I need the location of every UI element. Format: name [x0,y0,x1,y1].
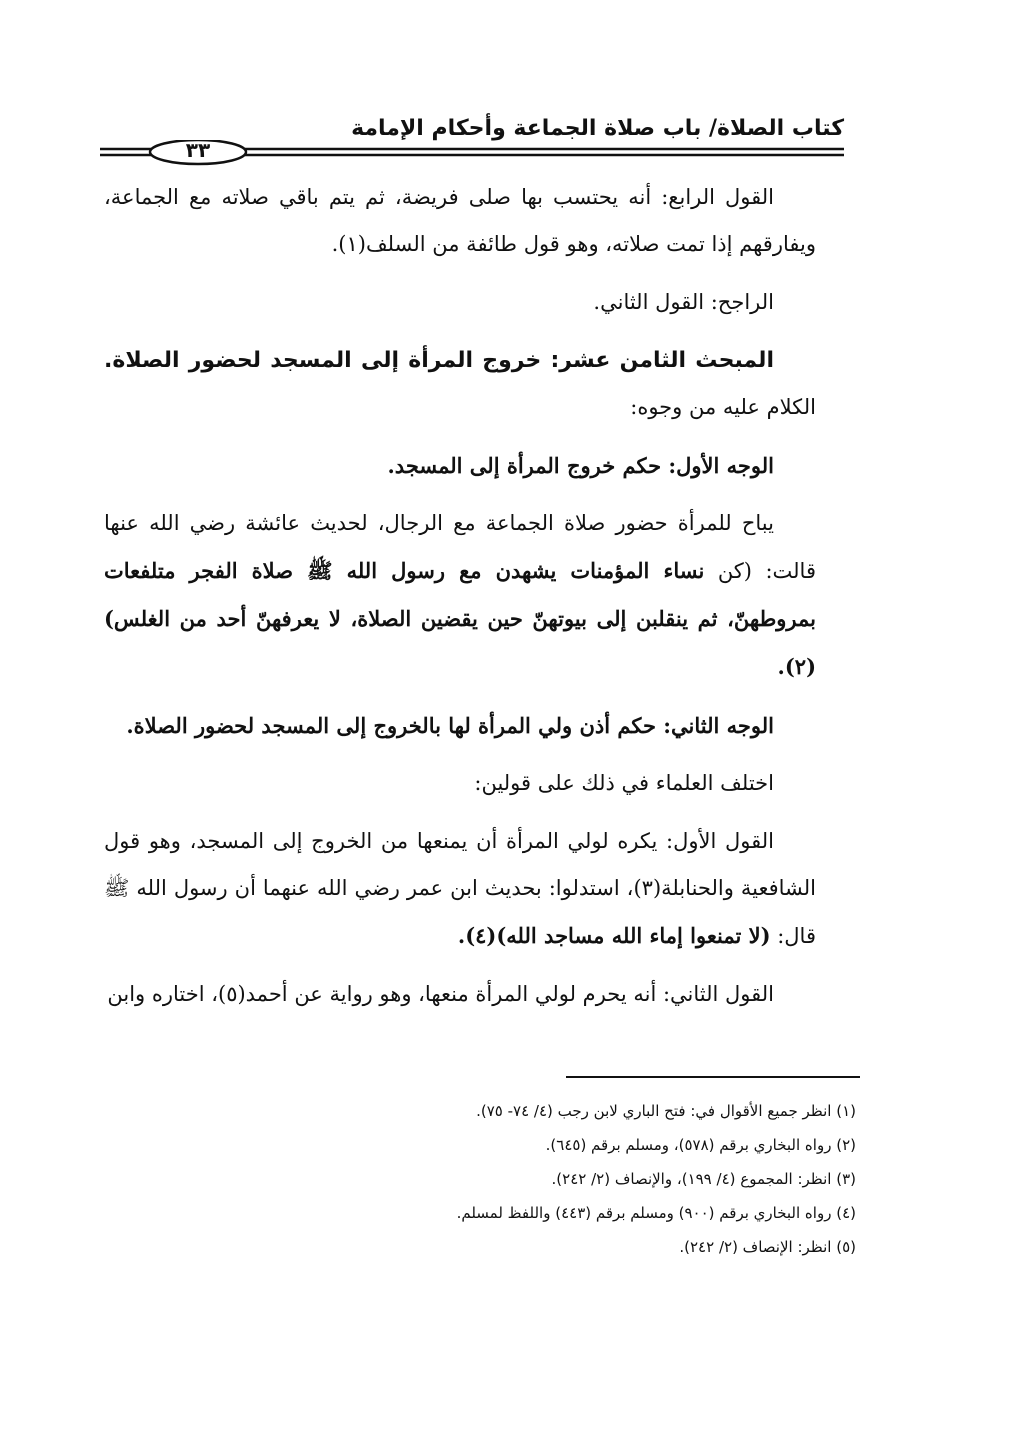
page-number: ٣٣ [185,138,211,162]
running-header [100,112,844,172]
footnote-1: (١) انظر جميع الأقوال في: فتح الباري لابن رجب (٤/ ٧٤- ٧٥). [476,1102,856,1120]
paragraph-preferred-opinion: الراجح: القول الثاني. [593,290,774,314]
section-heading [104,337,816,431]
paragraph-hadith-aisha [104,500,816,691]
header-title: كتاب الصلاة/ باب صلاة الجماعة وأحكام الإمامة [351,116,844,141]
paragraph-hadith-aisha-intro: يباح للمرأة حضور صلاة الجماعة مع الرجال، لحديث عائشة رضي الله عنها قالت: (كن [104,511,816,583]
paragraph-first-opinion [104,818,816,960]
main-text [104,174,816,1029]
section-heading-intro: الكلام عليه من وجوه: [630,395,816,419]
paragraph-first-opinion-hadith: (لا تمنعوا إماء الله مساجد الله)(٤). [457,923,771,948]
footnote-3: (٣) انظر: المجموع (٤/ ١٩٩)، والإنصاف (٢/ ٢٤٢). [551,1170,856,1188]
paragraph-second-opinion: القول الثاني: أنه يحرم لولي المرأة منعها، وهو رواية عن أحمد(٥)، اختاره وابن [107,982,774,1006]
footnote-divider [566,1076,860,1078]
footnote-5: (٥) انظر: الإنصاف (٢/ ٢٤٢). [679,1238,856,1256]
footnote-2: (٢) رواه البخاري برقم (٥٧٨)، ومسلم برقم (٦٤٥). [545,1136,856,1154]
section-heading-title: المبحث الثامن عشر: خروج المرأة إلى المسجد لحضور الصلاة. [104,348,774,373]
footnotes [300,1094,856,1264]
footnote-4: (٤) رواه البخاري برقم (٩٠٠) ومسلم برقم (٤٤٣) واللفظ لمسلم. [456,1204,856,1222]
paragraph-fourth-opinion: القول الرابع: أنه يحتسب بها صلى فريضة، ثم يتم باقي صلاته مع الجماعة، ويفارقهم إذا تمت صلاته، وهو قول طائفة من السلف(١). [104,185,816,256]
paragraph-two-opinions: اختلف العلماء في ذلك على قولين: [474,771,774,795]
subheading-second-aspect: الوجه الثاني: حكم أذن ولي المرأة لها بالخروج إلى المسجد لحضور الصلاة. [126,713,774,738]
paragraph-hadith-aisha-quote: نساء المؤمنات يشهدن مع رسول الله ﷺ صلاة الفجر متلفعات بمروطهنّ، ثم ينقلبن إلى بيوتهنّ حين يقضين الصلاة، لا يعرفهنّ أحد من الغلس)(٢). [104,558,816,679]
subheading-first-aspect: الوجه الأول: حكم خروج المرأة إلى المسجد. [387,453,774,478]
paragraph-first-opinion-text: القول الأول: يكره لولي المرأة أن يمنعها من الخروج إلى المسجد، وهو قول الشافعية والحنابلة(٣)، استدلوا: بحديث ابن عمر رضي الله عنهما أن رسول الله ﷺ قال: [104,829,816,948]
